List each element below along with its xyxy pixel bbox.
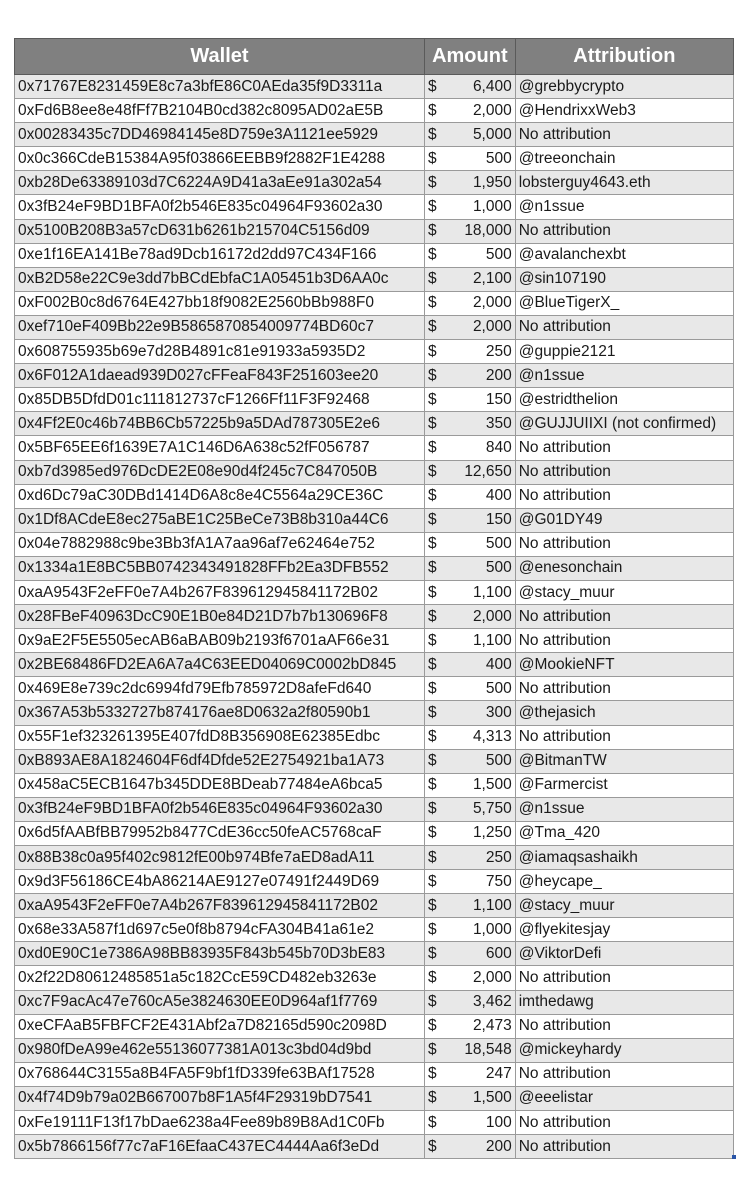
amount-value: 1,100 <box>472 896 512 914</box>
amount-cell[interactable] <box>424 990 515 1014</box>
amount-value: 2,473 <box>472 1017 512 1035</box>
currency-symbol: $ <box>427 125 437 143</box>
attribution-cell[interactable]: @estridthelion <box>515 388 733 412</box>
table-row[interactable] <box>15 460 734 484</box>
attribution-cell[interactable]: @heycape_ <box>515 870 733 894</box>
table-row[interactable] <box>15 291 734 315</box>
amount-cell[interactable] <box>424 388 515 412</box>
wallet-cell[interactable]: 0xaA9543F2eFF0e7A4b267F839612945841172B02 <box>15 580 425 604</box>
wallet-cell[interactable]: 0x1Df8ACdeE8ec275aBE1C25BeCe73B8b310a44C6 <box>15 508 425 532</box>
currency-symbol: $ <box>427 342 437 360</box>
table-row[interactable] <box>15 677 734 701</box>
table-row[interactable] <box>15 532 734 556</box>
table-row[interactable] <box>15 749 734 773</box>
amount-cell[interactable] <box>424 508 515 532</box>
attribution-cell[interactable]: No attribution <box>515 677 733 701</box>
wallet-cell[interactable]: 0x9aE2F5E5505ecAB6aBAB09b2193f6701aAF66e31 <box>15 629 425 653</box>
amount-cell[interactable] <box>424 1086 515 1110</box>
attribution-cell[interactable]: @n1ssue <box>515 195 733 219</box>
currency-symbol: $ <box>427 149 437 167</box>
wallet-cell[interactable]: 0x28FBeF40963DcC90E1B0e84D21D7b7b130696F8 <box>15 605 425 629</box>
table-row[interactable] <box>15 797 734 821</box>
amount-value: 500 <box>485 149 512 167</box>
wallet-cell[interactable]: 0xd6Dc79aC30DBd1414D6A8c8e4C5564a29CE36C <box>15 484 425 508</box>
amount-value: 500 <box>485 246 512 264</box>
attribution-cell[interactable]: @GUJJUIIXI (not confirmed) <box>515 412 733 436</box>
attribution-cell[interactable]: No attribution <box>515 1135 733 1159</box>
amount-value: 150 <box>485 511 512 529</box>
currency-symbol: $ <box>427 920 437 938</box>
wallet-cell[interactable]: 0x04e7882988c9be3Bb3fA1A7aa96af7e62464e752 <box>15 532 425 556</box>
amount-value: 750 <box>485 872 512 890</box>
wallet-cell[interactable]: 0xFe19111F13f17bDae6238a4Fee89b89B8Ad1C0Fb <box>15 1111 425 1135</box>
currency-symbol: $ <box>427 1041 437 1059</box>
currency-symbol: $ <box>427 728 437 746</box>
amount-cell[interactable] <box>424 364 515 388</box>
amount-value: 400 <box>485 487 512 505</box>
attribution-cell[interactable]: No attribution <box>515 1014 733 1038</box>
table-row[interactable] <box>15 966 734 990</box>
wallet-cell[interactable]: 0x608755935b69e7d28B4891c81e91933a5935D2 <box>15 340 425 364</box>
wallet-cell[interactable]: 0xeCFAaB5FBFCF2E431Abf2a7D82165d590c2098D <box>15 1014 425 1038</box>
table-row[interactable] <box>15 364 734 388</box>
table-row[interactable] <box>15 436 734 460</box>
currency-symbol: $ <box>427 390 437 408</box>
attribution-cell[interactable]: @eeelistar <box>515 1086 733 1110</box>
currency-symbol: $ <box>427 173 437 191</box>
amount-value: 1,100 <box>472 631 512 649</box>
attribution-cell[interactable]: @grebbycrypto <box>515 75 733 99</box>
amount-value: 500 <box>485 535 512 553</box>
currency-symbol: $ <box>427 246 437 264</box>
attribution-cell[interactable]: @G01DY49 <box>515 508 733 532</box>
table-row[interactable] <box>15 243 734 267</box>
table-row[interactable] <box>15 315 734 339</box>
amount-cell[interactable] <box>424 412 515 436</box>
table-row[interactable] <box>15 580 734 604</box>
amount-cell[interactable] <box>424 1014 515 1038</box>
table-row[interactable] <box>15 195 734 219</box>
currency-symbol: $ <box>427 776 437 794</box>
amount-value: 18,548 <box>464 1041 512 1059</box>
attribution-cell[interactable]: @avalanchexbt <box>515 243 733 267</box>
amount-cell[interactable] <box>424 942 515 966</box>
amount-cell[interactable] <box>424 653 515 677</box>
amount-value: 1,000 <box>472 198 512 216</box>
amount-cell[interactable] <box>424 966 515 990</box>
attribution-cell[interactable]: @BlueTigerX_ <box>515 291 733 315</box>
amount-value: 2,100 <box>472 270 512 288</box>
amount-value: 5,000 <box>472 125 512 143</box>
currency-symbol: $ <box>427 101 437 119</box>
amount-cell[interactable] <box>424 894 515 918</box>
amount-cell[interactable] <box>424 677 515 701</box>
table-row[interactable] <box>15 894 734 918</box>
wallet-cell[interactable]: 0xF002B0c8d6764E427bb18f9082E2560bBb988F0 <box>15 291 425 315</box>
amount-value: 200 <box>485 1137 512 1155</box>
amount-value: 2,000 <box>472 294 512 312</box>
attribution-cell[interactable]: @mickeyhardy <box>515 1038 733 1062</box>
amount-value: 18,000 <box>464 222 512 240</box>
wallet-cell[interactable]: 0x5BF65EE6f1639E7A1C146D6A638c52fF056787 <box>15 436 425 460</box>
currency-symbol: $ <box>427 559 437 577</box>
attribution-cell[interactable]: No attribution <box>515 532 733 556</box>
attribution-cell[interactable]: @treeonchain <box>515 147 733 171</box>
attribution-cell[interactable]: @iamaqsashaikh <box>515 846 733 870</box>
currency-symbol: $ <box>427 1017 437 1035</box>
wallet-table <box>14 38 734 1159</box>
amount-cell[interactable] <box>424 1135 515 1159</box>
currency-symbol: $ <box>427 848 437 866</box>
table-row[interactable] <box>15 629 734 653</box>
amount-value: 2,000 <box>472 101 512 119</box>
currency-symbol: $ <box>427 222 437 240</box>
table-row[interactable] <box>15 1062 734 1086</box>
currency-symbol: $ <box>427 198 437 216</box>
currency-symbol: $ <box>427 824 437 842</box>
amount-value: 1,100 <box>472 583 512 601</box>
attribution-cell[interactable]: No attribution <box>515 629 733 653</box>
currency-symbol: $ <box>427 607 437 625</box>
amount-cell[interactable] <box>424 219 515 243</box>
amount-cell[interactable] <box>424 1062 515 1086</box>
attribution-cell[interactable]: @stacy_muur <box>515 894 733 918</box>
wallet-cell[interactable]: 0xB893AE8A1824604F6df4Dfde52E2754921ba1A73 <box>15 749 425 773</box>
amount-cell[interactable] <box>424 701 515 725</box>
table-row[interactable] <box>15 75 734 99</box>
attribution-cell[interactable]: No attribution <box>515 725 733 749</box>
table-row[interactable] <box>15 918 734 942</box>
amount-cell[interactable] <box>424 340 515 364</box>
table-row[interactable] <box>15 1086 734 1110</box>
attribution-cell[interactable]: @flyekitesjay <box>515 918 733 942</box>
wallet-cell[interactable]: 0x9d3F56186CE4bA86214AE9127e07491f2449D69 <box>15 870 425 894</box>
amount-cell[interactable] <box>424 773 515 797</box>
table-row[interactable] <box>15 773 734 797</box>
wallet-cell[interactable]: 0x85DB5DfdD01c111812737cF1266Ff11F3F92468 <box>15 388 425 412</box>
amount-value: 3,462 <box>472 993 512 1011</box>
amount-cell[interactable] <box>424 556 515 580</box>
attribution-cell[interactable]: No attribution <box>515 966 733 990</box>
amount-cell[interactable] <box>424 267 515 291</box>
currency-symbol: $ <box>427 679 437 697</box>
amount-cell[interactable] <box>424 870 515 894</box>
table-row[interactable] <box>15 653 734 677</box>
currency-symbol: $ <box>427 872 437 890</box>
amount-value: 250 <box>485 342 512 360</box>
amount-value: 200 <box>485 366 512 384</box>
wallet-cell[interactable]: 0x3fB24eF9BD1BFA0f2b546E835c04964F93602a30 <box>15 797 425 821</box>
wallet-cell[interactable]: 0xB2D58e22C9e3dd7bBCdEbfaC1A05451b3D6AA0c <box>15 267 425 291</box>
amount-cell[interactable] <box>424 918 515 942</box>
table-row[interactable] <box>15 725 734 749</box>
wallet-cell[interactable]: 0x980fDeA99e462e55136077381A013c3bd04d9bd <box>15 1038 425 1062</box>
table-row[interactable] <box>15 990 734 1014</box>
amount-cell[interactable] <box>424 532 515 556</box>
amount-value: 1,950 <box>472 173 512 191</box>
table-row[interactable] <box>15 388 734 412</box>
amount-cell[interactable] <box>424 123 515 147</box>
currency-symbol: $ <box>427 1137 437 1155</box>
amount-value: 1,500 <box>472 1089 512 1107</box>
currency-symbol: $ <box>427 969 437 987</box>
wallet-cell[interactable]: 0xaA9543F2eFF0e7A4b267F839612945841172B02 <box>15 894 425 918</box>
currency-symbol: $ <box>427 944 437 962</box>
amount-value: 1,000 <box>472 920 512 938</box>
table-row[interactable] <box>15 701 734 725</box>
table-row[interactable] <box>15 605 734 629</box>
header-amount: Amount <box>424 39 515 75</box>
wallet-cell[interactable]: 0xe1f16EA141Be78ad9Dcb16172d2dd97C434F166 <box>15 243 425 267</box>
amount-cell[interactable] <box>424 195 515 219</box>
table-row[interactable] <box>15 942 734 966</box>
table-row[interactable] <box>15 147 734 171</box>
wallet-cell[interactable]: 0x5100B208B3a57cD631b6261b215704C5156d09 <box>15 219 425 243</box>
table-row[interactable] <box>15 484 734 508</box>
amount-cell[interactable] <box>424 1111 515 1135</box>
wallet-cell[interactable]: 0x2f22D80612485851a5c182CcE59CD482eb3263e <box>15 966 425 990</box>
wallet-cell[interactable]: 0xFd6B8ee8e48fFf7B2104B0cd382c8095AD02aE5B <box>15 99 425 123</box>
amount-cell[interactable] <box>424 99 515 123</box>
wallet-cell[interactable]: 0x0c366CdeB15384A95f03866EEBB9f2882F1E4288 <box>15 147 425 171</box>
attribution-cell[interactable]: @Farmercist <box>515 773 733 797</box>
currency-symbol: $ <box>427 800 437 818</box>
attribution-cell[interactable]: @MookieNFT <box>515 653 733 677</box>
amount-cell[interactable] <box>424 1038 515 1062</box>
currency-symbol: $ <box>427 655 437 673</box>
currency-symbol: $ <box>427 535 437 553</box>
amount-value: 4,313 <box>472 728 512 746</box>
attribution-cell[interactable]: @n1ssue <box>515 364 733 388</box>
wallet-cell[interactable]: 0x71767E8231459E8c7a3bfE86C0AEda35f9D3311a <box>15 75 425 99</box>
amount-cell[interactable] <box>424 846 515 870</box>
attribution-cell[interactable]: No attribution <box>515 219 733 243</box>
wallet-cell[interactable]: 0x458aC5ECB1647b345DDE8BDeab77484eA6bca5 <box>15 773 425 797</box>
amount-value: 600 <box>485 944 512 962</box>
table-row[interactable] <box>15 508 734 532</box>
attribution-cell[interactable]: @ViktorDefi <box>515 942 733 966</box>
amount-value: 500 <box>485 679 512 697</box>
attribution-cell[interactable]: No attribution <box>515 436 733 460</box>
amount-value: 300 <box>485 703 512 721</box>
currency-symbol: $ <box>427 703 437 721</box>
amount-value: 2,000 <box>472 607 512 625</box>
amount-cell[interactable] <box>424 629 515 653</box>
table-row[interactable] <box>15 821 734 845</box>
attribution-cell[interactable]: @sin107190 <box>515 267 733 291</box>
currency-symbol: $ <box>427 270 437 288</box>
attribution-cell[interactable]: No attribution <box>515 315 733 339</box>
amount-value: 250 <box>485 848 512 866</box>
wallet-cell[interactable]: 0xd0E90C1e7386A98BB83935F843b545b70D3bE83 <box>15 942 425 966</box>
currency-symbol: $ <box>427 414 437 432</box>
attribution-cell[interactable]: @guppie2121 <box>515 340 733 364</box>
currency-symbol: $ <box>427 77 437 95</box>
attribution-cell[interactable]: imthedawg <box>515 990 733 1014</box>
table-row[interactable] <box>15 99 734 123</box>
attribution-cell[interactable]: @enesonchain <box>515 556 733 580</box>
wallet-cell[interactable]: 0x00283435c7DD46984145e8D759e3A1121ee5929 <box>15 123 425 147</box>
amount-value: 500 <box>485 559 512 577</box>
amount-cell[interactable] <box>424 605 515 629</box>
amount-value: 150 <box>485 390 512 408</box>
amount-cell[interactable] <box>424 580 515 604</box>
table-row[interactable] <box>15 846 734 870</box>
amount-cell[interactable] <box>424 797 515 821</box>
table-row[interactable] <box>15 1014 734 1038</box>
wallet-cell[interactable]: 0x68e33A587f1d697c5e0f8b8794cFA304B41a61e2 <box>15 918 425 942</box>
amount-value: 5,750 <box>472 800 512 818</box>
table-row[interactable] <box>15 340 734 364</box>
attribution-cell[interactable]: @thejasich <box>515 701 733 725</box>
attribution-cell[interactable]: @n1ssue <box>515 797 733 821</box>
amount-value: 2,000 <box>472 318 512 336</box>
amount-cell[interactable] <box>424 821 515 845</box>
attribution-cell[interactable]: @stacy_muur <box>515 580 733 604</box>
wallet-cell[interactable]: 0xb7d3985ed976DcDE2E08e90d4f245c7C847050B <box>15 460 425 484</box>
wallet-cell[interactable]: 0xc7F9acAc47e760cA5e3824630EE0D964af1f7769 <box>15 990 425 1014</box>
amount-value: 6,400 <box>472 77 512 95</box>
wallet-cell[interactable]: 0x6d5fAABfBB79952b8477CdE36cc50feAC5768caF <box>15 821 425 845</box>
amount-value: 12,650 <box>464 463 512 481</box>
table-row[interactable] <box>15 123 734 147</box>
wallet-cell[interactable]: 0x6F012A1daead939D027cFFeaF843F251603ee20 <box>15 364 425 388</box>
header-wallet: Wallet <box>15 39 425 75</box>
amount-cell[interactable] <box>424 243 515 267</box>
amount-cell[interactable] <box>424 436 515 460</box>
wallet-cell[interactable]: 0x469E8e739c2dc6994fd79Efb785972D8afeFd640 <box>15 677 425 701</box>
currency-symbol: $ <box>427 438 437 456</box>
wallet-cell[interactable]: 0x768644C3155a8B4FA5F9bf1fD339fe63BAf17528 <box>15 1062 425 1086</box>
currency-symbol: $ <box>427 294 437 312</box>
table-row[interactable] <box>15 171 734 195</box>
attribution-cell[interactable]: No attribution <box>515 123 733 147</box>
attribution-cell[interactable]: No attribution <box>515 1062 733 1086</box>
header-row <box>15 39 734 75</box>
wallet-cell[interactable]: 0x88B38c0a95f402c9812fE00b974Bfe7aED8adA11 <box>15 846 425 870</box>
amount-cell[interactable] <box>424 171 515 195</box>
wallet-cell[interactable]: 0x55F1ef323261395E407fdD8B356908E62385Edbc <box>15 725 425 749</box>
table-row[interactable] <box>15 556 734 580</box>
wallet-cell[interactable]: 0x4Ff2E0c46b74BB6Cb57225b9a5DAd787305E2e6 <box>15 412 425 436</box>
wallet-cell[interactable]: 0xef710eF409Bb22e9B5865870854009774BD60c7 <box>15 315 425 339</box>
currency-symbol: $ <box>427 752 437 770</box>
attribution-cell[interactable]: @BitmanTW <box>515 749 733 773</box>
wallet-cell[interactable]: 0x2BE68486FD2EA6A7a4C63EED04069C0002bD845 <box>15 653 425 677</box>
table-row[interactable] <box>15 1135 734 1159</box>
amount-cell[interactable] <box>424 291 515 315</box>
amount-value: 840 <box>485 438 512 456</box>
currency-symbol: $ <box>427 487 437 505</box>
currency-symbol: $ <box>427 1065 437 1083</box>
amount-value: 100 <box>485 1113 512 1131</box>
amount-cell[interactable] <box>424 315 515 339</box>
amount-cell[interactable] <box>424 484 515 508</box>
wallet-cell[interactable]: 0x3fB24eF9BD1BFA0f2b546E835c04964F93602a30 <box>15 195 425 219</box>
currency-symbol: $ <box>427 1113 437 1131</box>
wallet-cell[interactable]: 0x4f74D9b79a02B667007b8F1A5f4F29319bD7541 <box>15 1086 425 1110</box>
currency-symbol: $ <box>427 631 437 649</box>
currency-symbol: $ <box>427 1089 437 1107</box>
wallet-cell[interactable]: 0x1334a1E8BC5BB0742343491828FFb2Ea3DFB552 <box>15 556 425 580</box>
attribution-cell[interactable]: No attribution <box>515 484 733 508</box>
currency-symbol: $ <box>427 318 437 336</box>
amount-cell[interactable] <box>424 147 515 171</box>
attribution-cell[interactable]: @Tma_420 <box>515 821 733 845</box>
amount-value: 1,250 <box>472 824 512 842</box>
amount-cell[interactable] <box>424 725 515 749</box>
amount-value: 500 <box>485 752 512 770</box>
amount-value: 350 <box>485 414 512 432</box>
currency-symbol: $ <box>427 583 437 601</box>
table-row[interactable] <box>15 870 734 894</box>
table-row[interactable] <box>15 1038 734 1062</box>
amount-cell[interactable] <box>424 460 515 484</box>
attribution-cell[interactable]: No attribution <box>515 605 733 629</box>
currency-symbol: $ <box>427 896 437 914</box>
currency-symbol: $ <box>427 993 437 1011</box>
wallet-cell[interactable]: 0x367A53b5332727b874176ae8D0632a2f80590b1 <box>15 701 425 725</box>
amount-value: 2,000 <box>472 969 512 987</box>
table-row[interactable] <box>15 1111 734 1135</box>
fill-handle[interactable] <box>732 1155 736 1159</box>
table-row[interactable] <box>15 267 734 291</box>
currency-symbol: $ <box>427 511 437 529</box>
amount-value: 247 <box>485 1065 512 1083</box>
header-attribution: Attribution <box>515 39 733 75</box>
table-row[interactable] <box>15 219 734 243</box>
amount-cell[interactable] <box>424 749 515 773</box>
amount-value: 1,500 <box>472 776 512 794</box>
attribution-cell[interactable]: lobsterguy4643.eth <box>515 171 733 195</box>
wallet-cell[interactable]: 0xb28De63389103d7C6224A9D41a3aEe91a302a54 <box>15 171 425 195</box>
amount-cell[interactable] <box>424 75 515 99</box>
amount-value: 400 <box>485 655 512 673</box>
currency-symbol: $ <box>427 366 437 384</box>
attribution-cell[interactable]: No attribution <box>515 460 733 484</box>
table-row[interactable] <box>15 412 734 436</box>
currency-symbol: $ <box>427 463 437 481</box>
wallet-cell[interactable]: 0x5b7866156f77c7aF16EfaaC437EC4444Aa6f3eDd <box>15 1135 425 1159</box>
attribution-cell[interactable]: No attribution <box>515 1111 733 1135</box>
attribution-cell[interactable]: @HendrixxWeb3 <box>515 99 733 123</box>
